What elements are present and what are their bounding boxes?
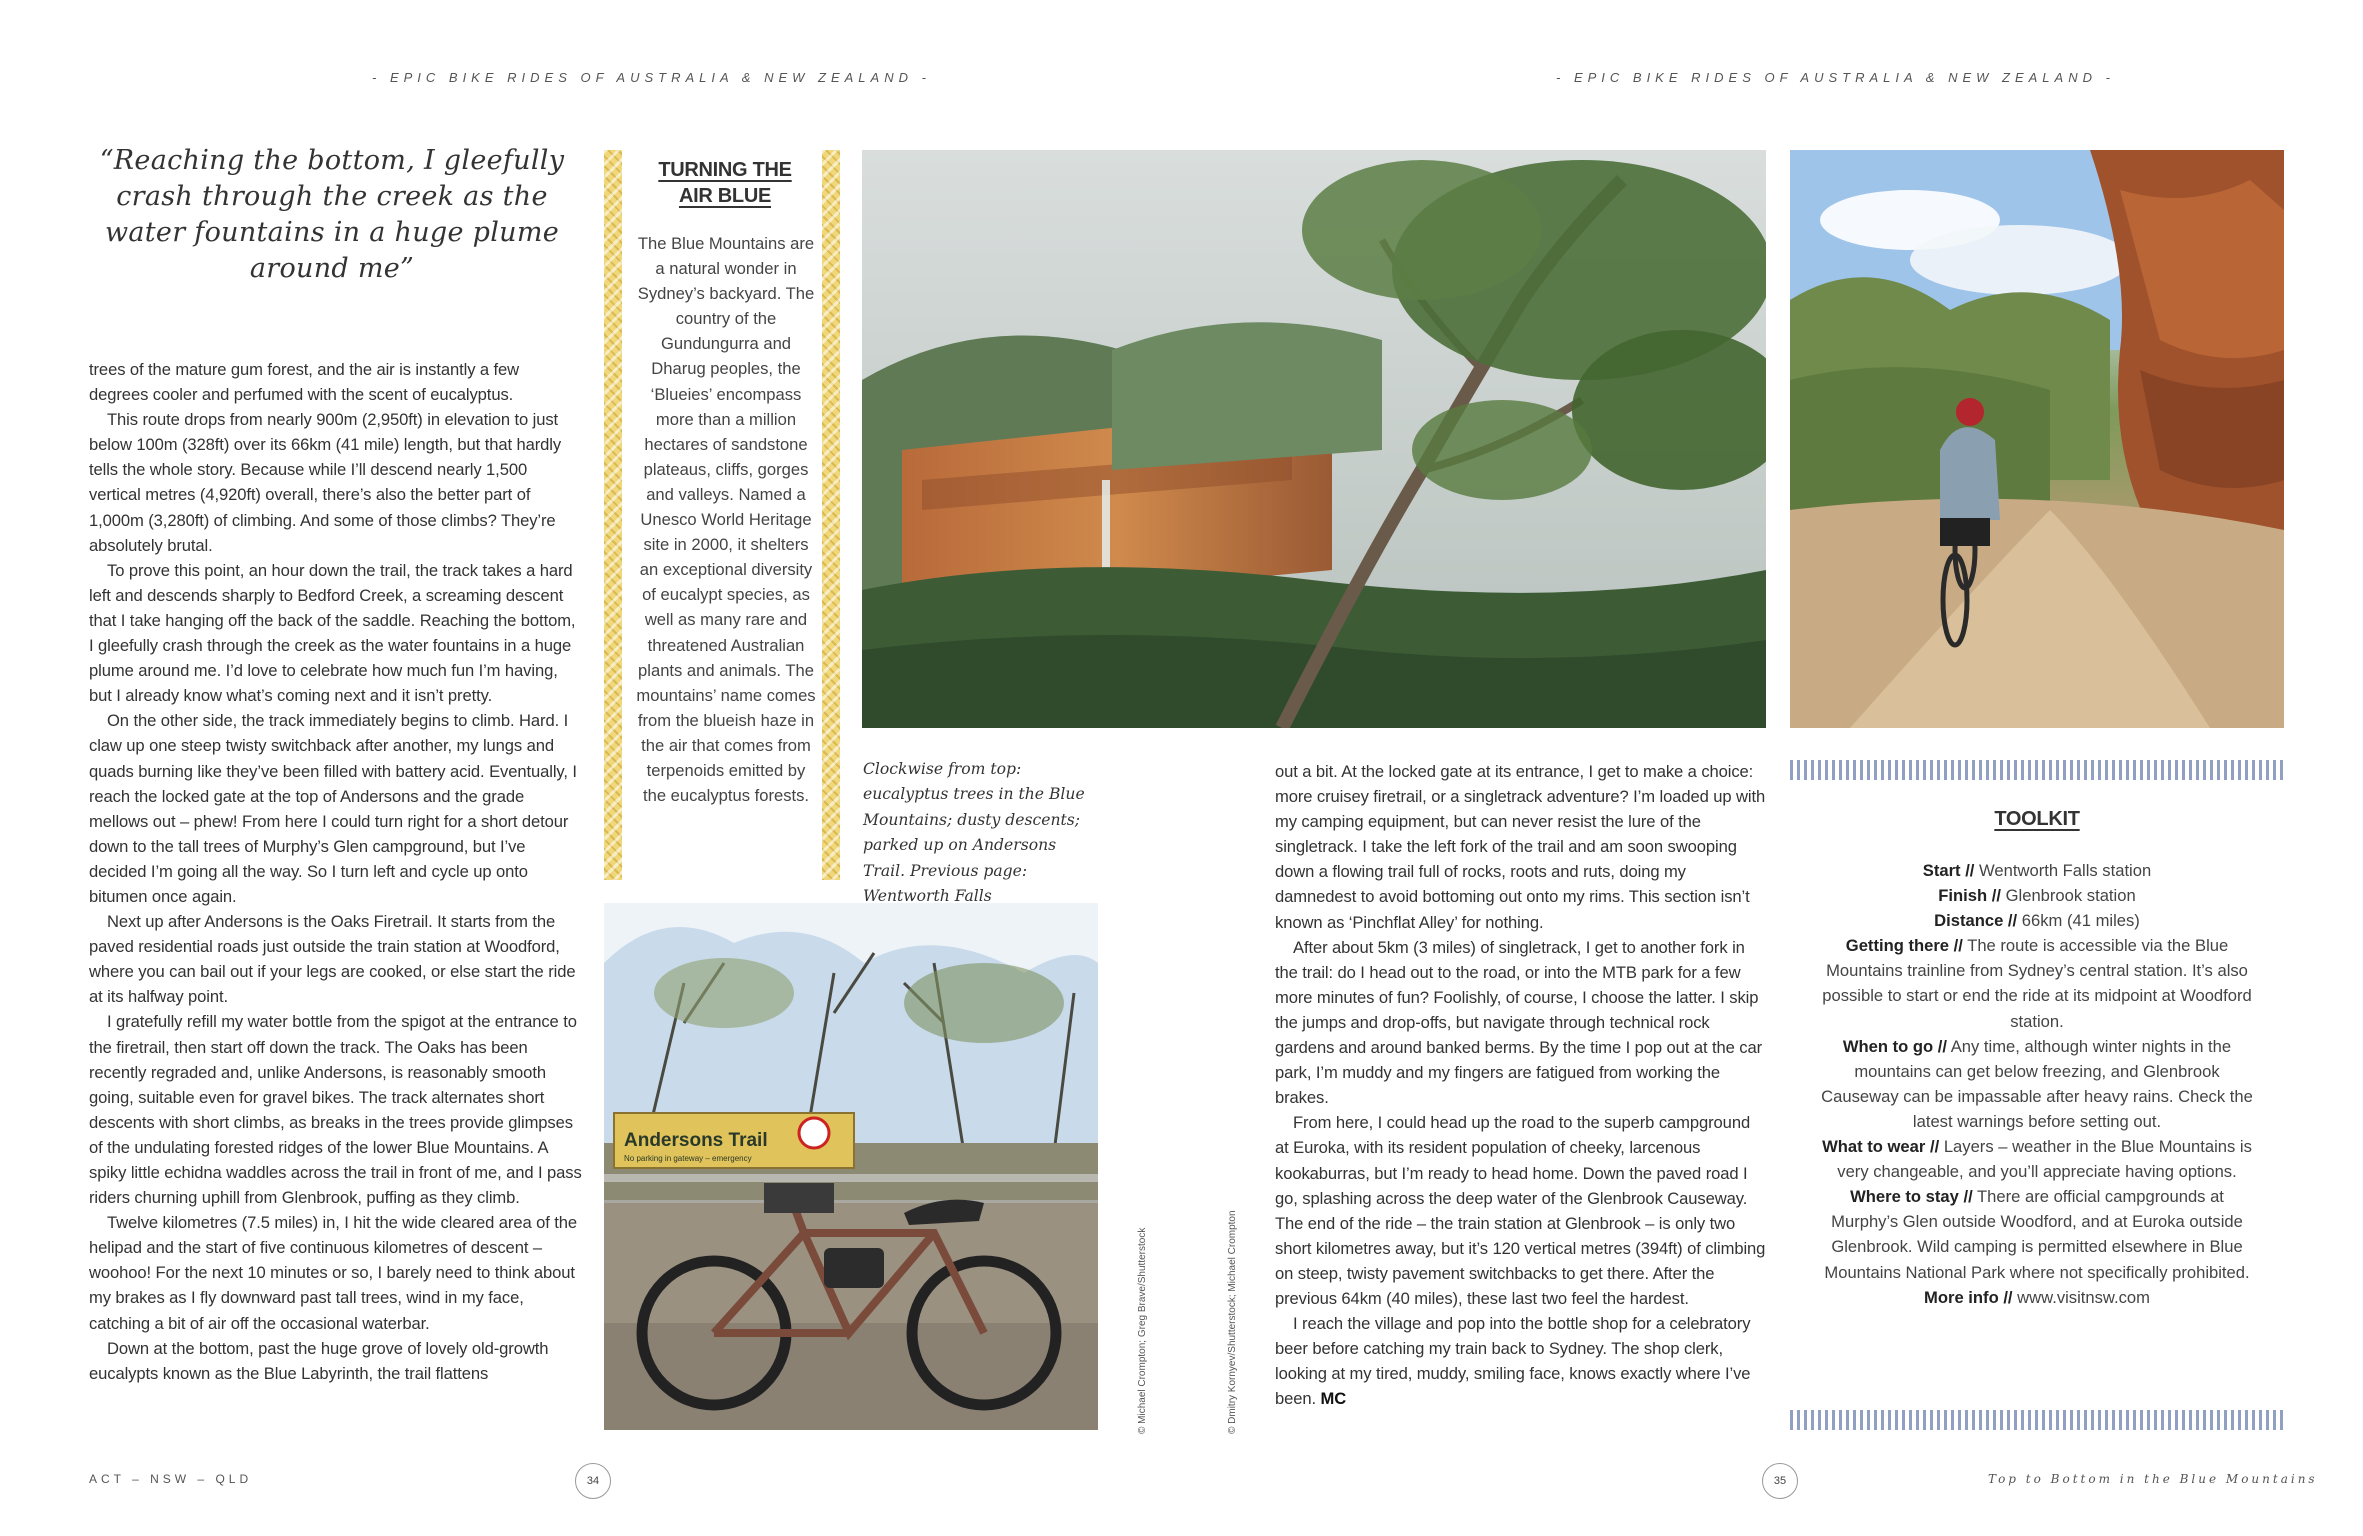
footer-chapter-title: Top to Bottom in the Blue Mountains (1988, 1472, 2318, 1486)
photo-caption: Clockwise from top: eucalyptus trees in the Blue Mountains; dusty descents; parked up on Andersons Trail. Previous page: Wentworth Falls (863, 760, 1085, 906)
toolkit-item-more-info (1815, 1285, 2259, 1310)
paragraph: I gratefully refill my water bottle from the spigot at the entrance to the firetrail, then start off down the track. The Oaks has been recently regraded and, unlike Andersons, is reasonably smooth going, suitable even for gravel bikes. The track alternates short descents with short climbs, as breaks in the trees provide glimpses of the undulating forested ridges of the lower Blue Mountains. A spiky little echidna waddles across the trail in front of me, and I pass riders churning uphill from Glenbrook, puffing as they climb. (89, 1012, 582, 1208)
running-head-left: - EPIC BIKE RIDES OF AUSTRALIA & NEW ZEALAND - (372, 70, 931, 85)
photo-credit: © Michael Crompton; Greg Brave/Shutterstock (1137, 1227, 1148, 1434)
paragraph: On the other side, the track immediately begins to climb. Hard. I claw up one steep twisty switchback after another, my lungs and quads burning like they’ve been filled with battery acid. Eventually, I reach the locked gate at the top of Andersons and the grade mellows out – phew! From here I could turn right for a short detour down to the tall trees of Murphy’s Glen campground, but I’ve decided I’m going all the way. So I turn left and cycle up onto bitumen once again. (89, 711, 577, 906)
photo-waterfall-eucalyptus (862, 150, 1766, 728)
toolkit-key: Start // (1922, 861, 1975, 880)
toolkit-item-where-to-stay (1815, 1184, 2259, 1284)
toolkit-item-finish (1815, 883, 2259, 908)
paragraph: Down at the bottom, past the huge grove of lovely old-growth eucalypts known as the Blue Labyrinth, the trail flattens (89, 1338, 549, 1383)
toolkit-item-start (1815, 858, 2259, 883)
waterfall-scene-illustration (862, 150, 1766, 728)
decorative-band-bottom (1790, 1410, 2284, 1430)
toolkit-key: What to wear // (1822, 1137, 1940, 1157)
paragraph: This route drops from nearly 900m (2,950ft) in elevation to just below 100m (328ft) over its 66km (41 mile) length, but that hardly tells the whole story. Because while I’ll descend nearly 1,500 vertical metres (4,920ft) overall, there’s also the better part of 1,000m (3,280ft) of climbing. And some of those climbs? They’re absolutely brutal. (89, 410, 562, 555)
paragraph: Twelve kilometres (7.5 miles) in, I hit the wide cleared area of the helipad and the start of five continuous kilometres of descent – woohoo! For the next 10 minutes or so, I barely need to think about my brakes as I fly downward past tall trees, wind in my face, catching a bit of air off the occasional waterbar. (89, 1213, 578, 1333)
paragraph (1275, 1311, 1767, 1411)
page-number-left: 34 (575, 1463, 611, 1499)
paragraph: trees of the mature gum forest, and the air is instantly a few degrees cooler and perfumed with the scent of eucalyptus. (89, 360, 520, 405)
sidebar-title-line: AIR BLUE (678, 185, 772, 207)
toolkit-key: More info // (1924, 1287, 2013, 1307)
toolkit-value: The route is accessible via the Blue Mountains trainline from Sydney’s central station. It’s also possible to start or end the ride at its midpoint at Woodford station. (1822, 936, 2252, 1031)
body-column-right (1275, 759, 1767, 1411)
photo-rider-dusty-descent (1790, 150, 2284, 728)
parked-bike-illustration (604, 903, 1098, 1430)
paragraph: After about 5km (3 miles) of singletrack, I get to another fork in the trail: do I head out to the road, or into the MTB park for a few more minutes of fun? Foolishly, of course, I choose the latter. I skip the jumps and drop-offs, but navigate through technical rock gardens and around banked berms. By the time I pop out at the car park, I’m muddy and my fingers are fatigued from working the brakes. (1275, 937, 1763, 1108)
sidebar-text: The Blue Mountains are a natural wonder in Sydney’s backyard. The country of the Gundungurra and Dharug peoples, the ‘Blueies’ encompass more than a million hectares of sandstone plateaus, cliffs, gorges and valleys. Named a Unesco World Heritage site in 2000, it shelters an exceptional diversity of eucalypt species, as well as many rare and threatened Australian plants and animals. The mountains’ name comes from the blueish haze in the air that comes from terpenoids emitted by the eucalyptus forests. (636, 234, 816, 806)
toolkit-link[interactable]: www.visitnsw.com (2017, 1287, 2150, 1307)
toolkit-list (1815, 858, 2259, 1310)
toolkit-item-what-to-wear (1815, 1134, 2259, 1184)
sign-title: Andersons Trail (624, 1130, 768, 1151)
sidebar-title-line: TURNING THE (658, 159, 792, 181)
toolkit-value: There are official campgrounds at Murphy’s Glen outside Woodford, and at Euroka outside Glenbrook. Wild camping is permitted elsewhere in Blue Mountains National Park where not specifically prohibited. (1824, 1187, 2250, 1282)
pull-quote: “Reaching the bottom, I gleefully crash through the creek as the water fountains in a huge plume around me” (99, 145, 565, 284)
toolkit-value: Wentworth Falls station (1979, 861, 2152, 880)
toolkit-key: When to go // (1842, 1036, 1948, 1056)
toolkit-value: Any time, although winter nights in the mountains can get below freezing, and Glenbrook Causeway can be impassable after heavy rains. Check the latest warnings before setting out. (1821, 1036, 2253, 1131)
toolkit-key: Distance // (1934, 911, 2018, 931)
photo-credit: © Dmitry Kornyev/Shutterstock; Michael Crompton (1227, 1210, 1238, 1434)
paragraph: out a bit. At the locked gate at its entrance, I get to make a choice: more cruisey firetrail, or a singletrack adventure? I’m loaded up with my camping equipment, but can never resist the lure of the singletrack. I take the left fork of the trail and am soon swooping down a flowing trail full of rocks, roots and ruts, doing my damnedest to avoid bottoming out onto my rims. This section isn’t known as ‘Pinchflat Alley’ for nothing. (1275, 762, 1766, 932)
body-column-left (89, 357, 582, 1386)
paragraph: From here, I could head up the road to the superb campground at Euroka, with its resident population of cheeky, larcenous kookaburras, but I’m ready to head home. Down the paved road I go, splashing across the deep water of the Glenbrook Causeway. The end of the ride – the train station at Glenbrook – is only two short kilometres away, but it’s 120 vertical metres (394ft) of climbing on steep, twisty pavement switchbacks to get there. After the previous 64km (40 miles), these last two feel the hardest. (1275, 1113, 1766, 1308)
toolkit-title: TOOLKIT (1994, 808, 2080, 830)
photo-parked-bike (604, 903, 1098, 1430)
toolkit-item-distance (1815, 908, 2259, 933)
toolkit-value: Glenbrook station (2005, 886, 2136, 906)
sidebar-title (630, 157, 820, 209)
paragraph: To prove this point, an hour down the trail, the track takes a hard left and descends sharply to Bedford Creek, a screaming descent that I take hanging off the back of the saddle. Reaching the bottom, I gleefully crash through the creek as the water fountains in a huge plume around me. I’d love to celebrate how much fun I’m having, but I already know what’s coming next and it isn’t pretty. (89, 560, 576, 706)
toolkit-key: Finish // (1938, 886, 2001, 906)
toolkit-key: Where to stay // (1850, 1187, 1973, 1207)
running-head-right: - EPIC BIKE RIDES OF AUSTRALIA & NEW ZEALAND - (1556, 70, 2115, 85)
paragraph: Next up after Andersons is the Oaks Firetrail. It starts from the paved residential roads just outside the train station at Woodford, where you can bail out if your legs are cooked, or else start the ride at its halfway point. (89, 912, 576, 1007)
toolkit-value: 66km (41 miles) (2021, 911, 2140, 931)
toolkit-item-when-to-go (1815, 1034, 2259, 1134)
toolkit-key: Getting there // (1845, 936, 1963, 956)
footer-section-label: ACT – NSW – QLD (89, 1472, 253, 1486)
decorative-band-top (1790, 760, 2284, 780)
toolkit-value: Layers – weather in the Blue Mountains is very changeable, and you’ll appreciate having options. (1837, 1137, 2252, 1182)
sidebar-pattern-left (604, 150, 622, 880)
sign-subtitle: No parking in gateway – emergency (624, 1154, 752, 1163)
toolkit-item-getting-there (1815, 933, 2259, 1033)
paragraph-text: I reach the village and pop into the bottle shop for a celebratory beer before catching my train back to Sydney. The shop clerk, looking at my tired, muddy, smiling face, knows exactly where I’ve been. (1275, 1314, 1751, 1409)
sidebar-pattern-right (822, 150, 840, 880)
page-number-right: 35 (1762, 1463, 1798, 1499)
author-signoff: MC (1320, 1389, 1347, 1409)
rider-trail-illustration (1790, 150, 2284, 728)
